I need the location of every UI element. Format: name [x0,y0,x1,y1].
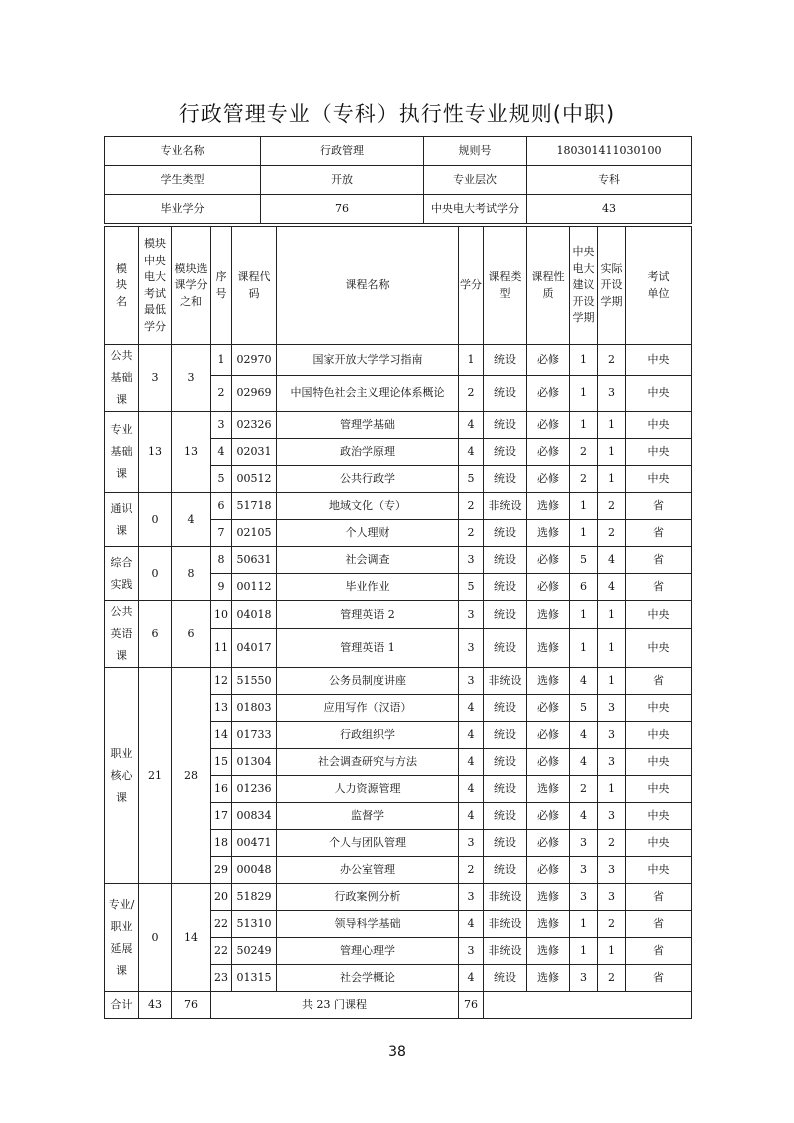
total-credit: 76 [459,992,484,1019]
course-row [105,884,692,911]
course-credit: 3 [459,601,484,629]
exam-unit: 省 [626,547,692,574]
info-row [105,166,692,195]
actual-term: 1 [598,776,626,803]
course-nature: 选修 [527,911,570,938]
course-type: 非统设 [484,884,527,911]
course-seq: 6 [211,493,232,520]
suggest-term: 2 [570,466,598,493]
module-elective-sum: 4 [172,493,211,547]
course-name: 应用写作（汉语） [277,695,459,722]
course-seq: 13 [211,695,232,722]
course-credit: 2 [459,375,484,411]
suggest-term: 4 [570,749,598,776]
exam-unit: 中央 [626,345,692,376]
actual-term: 1 [598,938,626,965]
module-min-credit: 0 [139,547,172,601]
course-seq: 12 [211,668,232,695]
actual-term: 2 [598,345,626,376]
course-nature: 选修 [527,938,570,965]
header-module: 模 块 名 [105,227,139,345]
course-code: 51550 [232,668,277,695]
course-code: 01304 [232,749,277,776]
module-min-credit: 0 [139,493,172,547]
course-code: 50631 [232,547,277,574]
module-name: 公共 基础 课 [105,345,139,412]
course-type: 非统设 [484,493,527,520]
suggest-term: 1 [570,629,598,668]
actual-term: 2 [598,965,626,992]
course-nature: 选修 [527,776,570,803]
total-empty [484,992,692,1019]
exam-unit: 省 [626,938,692,965]
header-row [105,227,692,345]
exam-unit: 中央 [626,722,692,749]
course-nature: 必修 [527,466,570,493]
course-name: 公共行政学 [277,466,459,493]
exam-unit: 中央 [626,803,692,830]
course-credit: 2 [459,493,484,520]
exam-unit: 中央 [626,601,692,629]
course-code: 01315 [232,965,277,992]
course-seq: 10 [211,601,232,629]
course-nature: 必修 [527,695,570,722]
course-type: 统设 [484,412,527,439]
suggest-term: 1 [570,911,598,938]
total-course-count: 共 23 门课程 [211,992,459,1019]
module-min-credit: 0 [139,884,172,992]
actual-term: 4 [598,574,626,601]
course-type: 统设 [484,466,527,493]
info-row [105,137,692,166]
info-value: 行政管理 [261,137,424,166]
actual-term: 1 [598,629,626,668]
info-value: 180301411030100 [527,137,692,166]
suggest-term: 3 [570,857,598,884]
course-type: 统设 [484,695,527,722]
course-table [104,226,692,1019]
actual-term: 3 [598,884,626,911]
page-number: 38 [388,1044,406,1060]
module-min-credit: 21 [139,668,172,884]
course-type: 统设 [484,830,527,857]
module-name: 专业/ 职业 延展 课 [105,884,139,992]
suggest-term: 1 [570,520,598,547]
course-seq: 16 [211,776,232,803]
course-code: 00834 [232,803,277,830]
exam-unit: 中央 [626,375,692,411]
module-elective-sum: 14 [172,884,211,992]
course-name: 中国特色社会主义理论体系概论 [277,375,459,411]
course-credit: 5 [459,466,484,493]
exam-unit: 中央 [626,749,692,776]
suggest-term: 1 [570,412,598,439]
exam-unit: 省 [626,668,692,695]
exam-unit: 省 [626,911,692,938]
module-name: 职业 核心 课 [105,668,139,884]
suggest-term: 1 [570,493,598,520]
course-type: 统设 [484,857,527,884]
info-label: 中央电大考试学分 [424,195,527,224]
course-name: 毕业作业 [277,574,459,601]
module-elective-sum: 3 [172,345,211,412]
actual-term: 1 [598,466,626,493]
course-seq: 18 [211,830,232,857]
course-credit: 4 [459,722,484,749]
page-title: 行政管理专业（专科）执行性专业规则(中职) [178,102,616,126]
course-nature: 必修 [527,345,570,376]
course-nature: 必修 [527,830,570,857]
exam-unit: 中央 [626,412,692,439]
course-name: 行政案例分析 [277,884,459,911]
course-credit: 4 [459,776,484,803]
course-type: 统设 [484,629,527,668]
course-seq: 1 [211,345,232,376]
course-nature: 必修 [527,547,570,574]
course-credit: 4 [459,803,484,830]
course-code: 02969 [232,375,277,411]
course-credit: 3 [459,830,484,857]
module-name: 公共 英语 课 [105,601,139,668]
course-name: 管理英语 2 [277,601,459,629]
actual-term: 2 [598,911,626,938]
suggest-term: 6 [570,574,598,601]
suggest-term: 1 [570,938,598,965]
course-type: 统设 [484,722,527,749]
course-nature: 必修 [527,574,570,601]
suggest-term: 4 [570,668,598,695]
header-suggest-term: 中央 电大 建议 开设 学期 [570,227,598,345]
exam-unit: 中央 [626,439,692,466]
suggest-term: 5 [570,547,598,574]
actual-term: 1 [598,412,626,439]
course-code: 00471 [232,830,277,857]
course-type: 统设 [484,749,527,776]
course-name: 社会调查 [277,547,459,574]
course-seq: 22 [211,938,232,965]
header-code: 课程代 码 [232,227,277,345]
suggest-term: 2 [570,439,598,466]
course-nature: 选修 [527,520,570,547]
info-value: 43 [527,195,692,224]
module-elective-sum: 13 [172,412,211,493]
exam-unit: 中央 [626,695,692,722]
header-min-credit: 模块 中央 电大 考试 最低 学分 [139,227,172,345]
course-type: 非统设 [484,668,527,695]
course-name: 地域文化（专） [277,493,459,520]
course-name: 政治学原理 [277,439,459,466]
suggest-term: 1 [570,345,598,376]
module-min-credit: 13 [139,412,172,493]
course-code: 04017 [232,629,277,668]
actual-term: 3 [598,857,626,884]
info-row [105,195,692,224]
course-code: 01236 [232,776,277,803]
actual-term: 3 [598,803,626,830]
module-elective-sum: 6 [172,601,211,668]
course-nature: 选修 [527,965,570,992]
module-name: 专业 基础 课 [105,412,139,493]
course-code: 02031 [232,439,277,466]
course-seq: 17 [211,803,232,830]
course-name: 监督学 [277,803,459,830]
course-seq: 9 [211,574,232,601]
course-seq: 20 [211,884,232,911]
exam-unit: 省 [626,520,692,547]
course-credit: 4 [459,439,484,466]
course-credit: 3 [459,668,484,695]
course-row [105,412,692,439]
actual-term: 4 [598,547,626,574]
course-code: 01733 [232,722,277,749]
course-code: 51718 [232,493,277,520]
info-label: 规则号 [424,137,527,166]
course-name: 办公室管理 [277,857,459,884]
course-nature: 必修 [527,803,570,830]
course-name: 行政组织学 [277,722,459,749]
course-nature: 选修 [527,884,570,911]
course-type: 统设 [484,574,527,601]
course-code: 51829 [232,884,277,911]
course-type: 统设 [484,375,527,411]
course-credit: 4 [459,749,484,776]
course-row [105,547,692,574]
course-code: 50249 [232,938,277,965]
actual-term: 2 [598,520,626,547]
total-elective-sum: 76 [172,992,211,1019]
course-credit: 2 [459,857,484,884]
total-label: 合计 [105,992,139,1019]
exam-unit: 中央 [626,857,692,884]
actual-term: 3 [598,695,626,722]
course-name: 社会学概论 [277,965,459,992]
info-label: 专业层次 [424,166,527,195]
actual-term: 3 [598,722,626,749]
course-seq: 5 [211,466,232,493]
exam-unit: 省 [626,884,692,911]
course-type: 统设 [484,439,527,466]
course-credit: 3 [459,884,484,911]
header-nature: 课程性 质 [527,227,570,345]
course-seq: 23 [211,965,232,992]
course-credit: 3 [459,629,484,668]
course-type: 统设 [484,345,527,376]
course-code: 02105 [232,520,277,547]
module-name: 通识 课 [105,493,139,547]
header-credit: 学分 [459,227,484,345]
suggest-term: 3 [570,830,598,857]
course-seq: 29 [211,857,232,884]
suggest-term: 4 [570,803,598,830]
suggest-term: 1 [570,601,598,629]
course-credit: 1 [459,345,484,376]
course-credit: 4 [459,412,484,439]
suggest-term: 5 [570,695,598,722]
course-row [105,345,692,376]
suggest-term: 2 [570,776,598,803]
course-type: 统设 [484,803,527,830]
info-value: 专科 [527,166,692,195]
module-elective-sum: 28 [172,668,211,884]
course-seq: 2 [211,375,232,411]
course-seq: 15 [211,749,232,776]
course-name: 管理英语 1 [277,629,459,668]
course-type: 非统设 [484,938,527,965]
course-code: 04018 [232,601,277,629]
exam-unit: 中央 [626,776,692,803]
course-credit: 4 [459,911,484,938]
course-name: 领导科学基础 [277,911,459,938]
actual-term: 3 [598,375,626,411]
course-seq: 3 [211,412,232,439]
actual-term: 3 [598,749,626,776]
course-credit: 2 [459,520,484,547]
course-type: 统设 [484,601,527,629]
course-credit: 5 [459,574,484,601]
course-nature: 选修 [527,601,570,629]
header-seq: 序 号 [211,227,232,345]
suggest-term: 1 [570,375,598,411]
course-name: 公务员制度讲座 [277,668,459,695]
course-name: 管理心理学 [277,938,459,965]
course-name: 人力资源管理 [277,776,459,803]
module-min-credit: 6 [139,601,172,668]
course-row [105,668,692,695]
course-nature: 必修 [527,857,570,884]
info-label: 学生类型 [105,166,261,195]
total-row [105,992,692,1019]
actual-term: 1 [598,668,626,695]
exam-unit: 中央 [626,466,692,493]
course-credit: 4 [459,695,484,722]
module-name: 综合 实践 [105,547,139,601]
course-name: 社会调查研究与方法 [277,749,459,776]
course-row [105,493,692,520]
course-seq: 14 [211,722,232,749]
suggest-term: 3 [570,884,598,911]
actual-term: 2 [598,830,626,857]
exam-unit: 省 [626,493,692,520]
course-nature: 必修 [527,722,570,749]
course-seq: 4 [211,439,232,466]
module-min-credit: 3 [139,345,172,412]
course-type: 统设 [484,520,527,547]
course-code: 01803 [232,695,277,722]
course-name: 个人理财 [277,520,459,547]
course-credit: 3 [459,547,484,574]
program-info-table [104,136,692,224]
header-type: 课程类 型 [484,227,527,345]
module-elective-sum: 8 [172,547,211,601]
info-value: 开放 [261,166,424,195]
total-min-credit: 43 [139,992,172,1019]
info-value: 76 [261,195,424,224]
header-elective-sum: 模块选 课学分 之和 [172,227,211,345]
course-code: 00512 [232,466,277,493]
course-nature: 必修 [527,412,570,439]
exam-unit: 省 [626,965,692,992]
info-label: 毕业学分 [105,195,261,224]
course-name: 国家开放大学学习指南 [277,345,459,376]
course-nature: 选修 [527,493,570,520]
course-nature: 必修 [527,749,570,776]
course-name: 个人与团队管理 [277,830,459,857]
course-code: 00112 [232,574,277,601]
suggest-term: 4 [570,722,598,749]
course-nature: 必修 [527,375,570,411]
course-code: 51310 [232,911,277,938]
course-type: 统设 [484,965,527,992]
course-nature: 必修 [527,439,570,466]
header-exam-unit: 考试 单位 [626,227,692,345]
header-actual-term: 实际 开设 学期 [598,227,626,345]
course-type: 统设 [484,776,527,803]
course-code: 02970 [232,345,277,376]
course-seq: 11 [211,629,232,668]
course-seq: 7 [211,520,232,547]
course-seq: 8 [211,547,232,574]
exam-unit: 省 [626,574,692,601]
exam-unit: 中央 [626,629,692,668]
course-code: 02326 [232,412,277,439]
course-name: 管理学基础 [277,412,459,439]
course-nature: 选修 [527,668,570,695]
course-credit: 4 [459,965,484,992]
course-credit: 3 [459,938,484,965]
actual-term: 2 [598,493,626,520]
info-label: 专业名称 [105,137,261,166]
actual-term: 1 [598,601,626,629]
actual-term: 1 [598,439,626,466]
course-type: 非统设 [484,911,527,938]
course-nature: 选修 [527,629,570,668]
course-code: 00048 [232,857,277,884]
course-seq: 22 [211,911,232,938]
exam-unit: 中央 [626,830,692,857]
suggest-term: 3 [570,965,598,992]
course-row [105,601,692,629]
header-course-name: 课程名称 [277,227,459,345]
course-type: 统设 [484,547,527,574]
